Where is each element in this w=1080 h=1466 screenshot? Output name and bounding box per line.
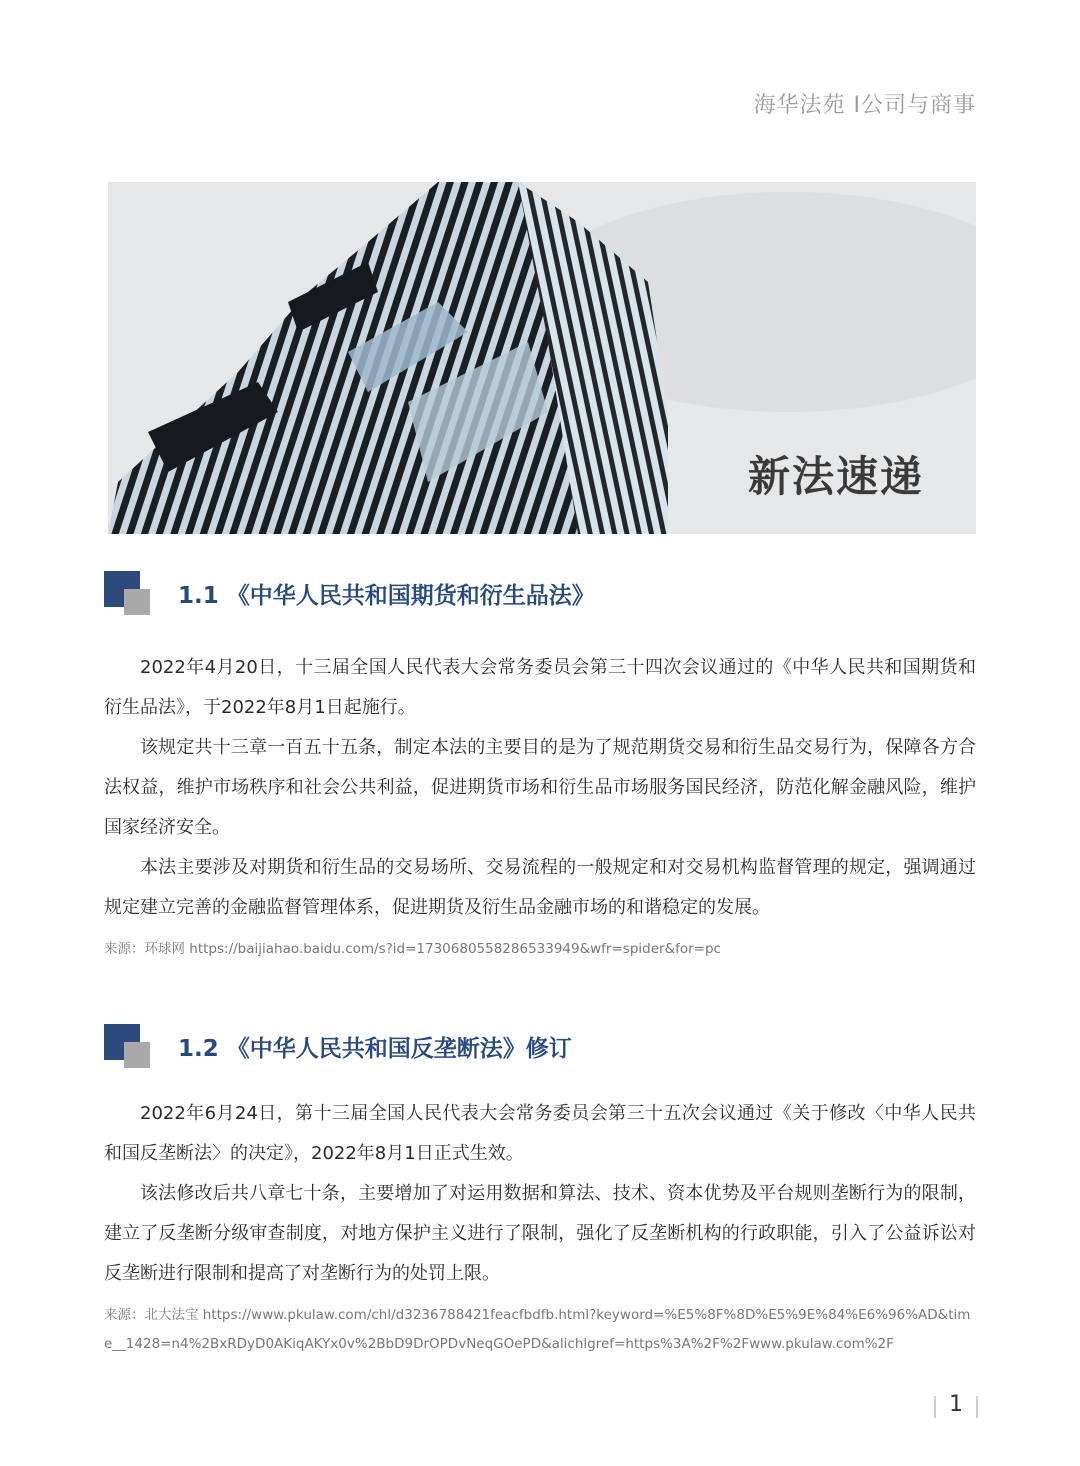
source-citation: 来源：北大法宝 https://www.pkulaw.com/chl/d3236788421feacfbdfb.html?keyword=%E5%8F%8D%E5%9E%84%E6%96%AD&time__1428=n4%2BxRDyD0AKiqAKYx0v%2BbD9DrOPDvNeqGOePD&alichlgref=https%3A%2F%2Fwww.pkulaw.com%2F [104, 1307, 971, 1352]
page-number-divider-left [934, 1396, 936, 1418]
page-number-divider-right [976, 1396, 978, 1418]
page-number-box [934, 1392, 978, 1420]
section-heading-1-1 [104, 571, 984, 621]
paragraph: 本法主要涉及对期货和衍生品的交易场所、交易流程的一般规定和对交易机构监督管理的规定，强调通过规定建立完善的金融监督管理体系，促进期货及衍生品金融市场的和谐稳定的发展。 [104, 857, 976, 918]
paragraph: 2022年4月20日，十三届全国人民代表大会常务委员会第三十四次会议通过的《中华人民共和国期货和衍生品法》，于2022年8月1日起施行。 [104, 657, 976, 718]
section-marker-square-gray [124, 589, 150, 615]
source-citation: 来源：环球网 https://baijiahao.baidu.com/s?id=1730680558286533949&wfr=spider&for=pc [104, 941, 721, 957]
header-brand: 海华法苑 I公司与商事 [753, 93, 976, 118]
section-heading-1-2 [104, 1024, 984, 1074]
paragraph: 该法修改后共八章七十条，主要增加了对运用数据和算法、技术、资本优势及平台规则垄断行为的限制，建立了反垄断分级审查制度，对地方保护主义进行了限制，强化了反垄断机构的行政职能，引入了公益诉讼对反垄断进行限制和提高了对垄断行为的处罚上限。 [104, 1183, 976, 1284]
paragraph: 2022年6月24日，第十三届全国人民代表大会常务委员会第三十五次会议通过《关于修改〈中华人民共和国反垄断法〉的决定》，2022年8月1日正式生效。 [104, 1103, 976, 1164]
section-marker-square-gray [124, 1042, 150, 1068]
paragraph: 该规定共十三章一百五十五条，制定本法的主要目的是为了规范期货交易和衍生品交易行为，保障各方合法权益，维护市场秩序和社会公共利益，促进期货市场和衍生品市场服务国民经济，防范化解金融风险，维护国家经济安全。 [104, 737, 976, 838]
page-number: 1 [949, 1392, 963, 1417]
section-title: 1.1 《中华人民共和国期货和衍生品法》 [178, 583, 595, 609]
banner-title: 新法速递 [747, 452, 924, 501]
section-title: 1.2 《中华人民共和国反垄断法》修订 [178, 1036, 572, 1062]
banner-image [108, 182, 976, 534]
